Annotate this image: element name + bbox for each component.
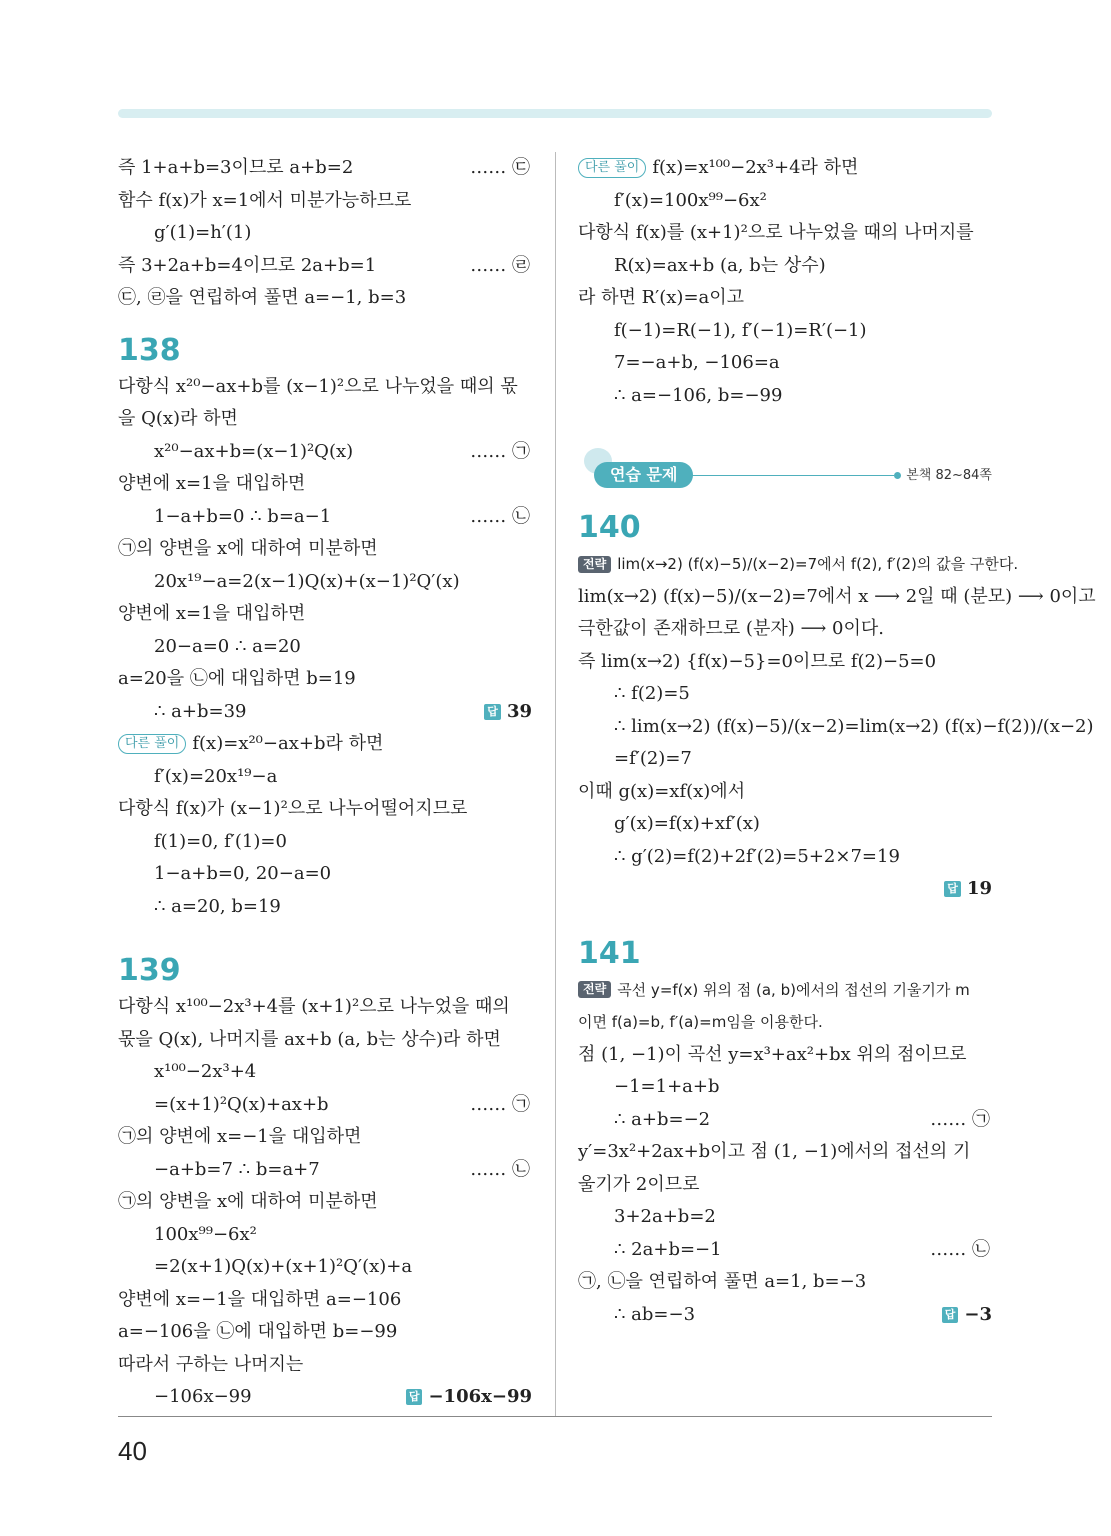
solution-line (118, 436, 532, 469)
solution-line (578, 613, 992, 646)
line-text: ∴ a=−106, b=−99 (614, 384, 783, 406)
solution-line (578, 873, 992, 906)
line-text: 몫을 Q(x), 나머지를 ax+b (a, b는 상수)라 하면 (118, 1028, 501, 1050)
problem-number-140: 140 (578, 510, 641, 545)
solution-line (118, 1121, 532, 1154)
line-text: 양변에 x=−1을 대입하면 a=−106 (118, 1288, 402, 1310)
solution-line (578, 282, 992, 315)
line-text: 20−a=0 ∴ a=20 (154, 635, 301, 657)
alt-solution-header (118, 728, 532, 761)
answer-tag: 답 (944, 881, 961, 897)
section-label: 연습 문제 (594, 462, 693, 488)
line-text: 다항식 x²⁰−ax+b를 (x−1)²으로 나누었을 때의 몫 (118, 375, 518, 397)
problem-number-138: 138 (118, 332, 181, 368)
solution-line (578, 1201, 992, 1234)
page-number: 40 (118, 1436, 147, 1466)
solution-line (118, 761, 532, 794)
line-text: 을 Q(x)라 하면 (118, 408, 238, 429)
line-text: g′(1)=h′(1) (154, 222, 252, 243)
solution-line (578, 841, 992, 874)
line-text: 함수 f(x)가 x=1에서 미분가능하므로 (118, 189, 412, 211)
solution-line (118, 631, 532, 664)
solution-line (118, 371, 532, 404)
solution-line (578, 1266, 992, 1299)
solution-line (118, 1251, 532, 1284)
line-text: 3+2a+b=2 (614, 1206, 716, 1227)
line-text: 이때 g(x)=xf(x)에서 (578, 780, 746, 802)
solution-line (578, 743, 992, 776)
solution-line (118, 533, 532, 566)
line-text: a=20을 ㉡에 대입하면 b=19 (118, 668, 356, 689)
solution-line (578, 1071, 992, 1104)
solution-line (118, 1284, 532, 1317)
line-text: =2(x+1)Q(x)+(x+1)²Q′(x)+a (154, 1256, 413, 1277)
solution-139 (118, 991, 532, 1414)
line-text: −1=1+a+b (614, 1076, 720, 1097)
line-text: ㉠, ㉡을 연립하여 풀면 a=1, b=−3 (578, 1271, 867, 1292)
line-text: −106x−99 (154, 1386, 252, 1407)
line-text: y′=3x²+2ax+b이고 점 (1, −1)에서의 접선의 기 (578, 1141, 971, 1162)
equation-marker: …… ㉣ (470, 254, 530, 276)
line-text: x¹⁰⁰−2x³+4 (154, 1061, 257, 1082)
solution-line (578, 581, 1096, 614)
answer-box (406, 1381, 532, 1414)
answer-value: −3 (964, 1303, 992, 1325)
bullet-dot-icon (894, 472, 901, 479)
line-text: =f′(2)=7 (614, 748, 692, 769)
line-text: 라 하면 R′(x)=a이고 (578, 287, 745, 308)
line-text: 양변에 x=1을 대입하면 (118, 603, 306, 624)
solution-line (118, 152, 532, 185)
solution-line (578, 1104, 992, 1137)
line-text: f′(x)=20x¹⁹−a (154, 765, 278, 787)
strategy-text: 곡선 y=f(x) 위의 점 (a, b)에서의 접선의 기울기가 m (617, 980, 970, 999)
line-text: ∴ a+b=−2 (614, 1108, 711, 1130)
line-text: =(x+1)²Q(x)+ax+b (154, 1093, 329, 1115)
strategy-label: 전략 (578, 556, 611, 573)
top-decor-bar (118, 109, 992, 118)
solution-line (118, 217, 532, 250)
line-text: ∴ f(2)=5 (614, 683, 690, 704)
solution-138 (118, 371, 532, 729)
line-text: 20x¹⁹−a=2(x−1)Q(x)+(x−1)²Q′(x) (154, 570, 460, 592)
section-rule (690, 475, 894, 476)
solution-line (118, 1186, 532, 1219)
solution-line (118, 1349, 532, 1382)
solution-line (118, 403, 532, 436)
line-text: 1−a+b=0, 20−a=0 (154, 863, 332, 884)
alt-solution-first-line: f(x)=x¹⁰⁰−2x³+4라 하면 (652, 157, 859, 178)
line-text: ㉠의 양변을 x에 대하여 미분하면 (118, 1191, 378, 1212)
line-text: 즉 lim(x→2) {f(x)−5}=0이므로 f(2)−5=0 (578, 650, 937, 672)
line-text: 즉 3+2a+b=4이므로 2a+b=1 (118, 254, 377, 276)
answer-tag: 답 (484, 704, 501, 720)
alt-solution-header (578, 152, 992, 185)
strategy-141 (578, 974, 992, 1007)
solution-line (118, 282, 532, 315)
solution-line (118, 598, 532, 631)
solution-line (578, 217, 992, 250)
line-text: lim(x→2) (f(x)−5)/(x−2)=7에서 x ⟶ 2일 때 (분모) ⟶ 0이고 (578, 585, 1096, 607)
alt-solution-first-line: f(x)=x²⁰−ax+b라 하면 (192, 733, 384, 754)
section-reference-text: 본책 82~84쪽 (906, 468, 992, 483)
solution-line (578, 250, 992, 283)
alt-solution-label: 다른 풀이 (118, 734, 186, 754)
practice-section-header (578, 456, 992, 492)
solution-line (578, 380, 992, 413)
line-text: 다항식 f(x)가 (x−1)²으로 나누어떨어지므로 (118, 798, 468, 819)
solution-140 (578, 581, 1096, 906)
solution-line (578, 1039, 992, 1072)
answer-box (942, 1299, 992, 1332)
solution-line (578, 1136, 992, 1169)
equation-marker: …… ㉡ (930, 1238, 990, 1260)
line-text: R(x)=ax+b (a, b는 상수) (614, 254, 826, 276)
strategy-text: lim(x→2) (f(x)−5)/(x−2)=7에서 f(2), f′(2)의 값을 구한다. (617, 555, 1019, 573)
section-reference (894, 464, 992, 483)
solution-line (578, 347, 992, 380)
strategy-text: 이면 f(a)=b, f′(a)=m임을 이용한다. (578, 1013, 823, 1031)
solution-line (118, 1316, 532, 1349)
line-text: 1−a+b=0 ∴ b=a−1 (154, 505, 332, 527)
line-text: 점 (1, −1)이 곡선 y=x³+ax²+bx 위의 점이므로 (578, 1043, 967, 1065)
line-text: ㉢, ㉣을 연립하여 풀면 a=−1, b=3 (118, 287, 407, 308)
line-text: a=−106을 ㉡에 대입하면 b=−99 (118, 1321, 398, 1342)
line-text: ㉠의 양변에 x=−1을 대입하면 (118, 1126, 362, 1147)
line-text: g′(x)=f(x)+xf′(x) (614, 813, 760, 834)
strategy-label: 전략 (578, 981, 611, 998)
right-column (578, 152, 1096, 1331)
answer-value: −106x−99 (428, 1386, 532, 1407)
line-text: 따라서 구하는 나머지는 (118, 1353, 304, 1375)
line-text: −a+b=7 ∴ b=a+7 (154, 1158, 320, 1180)
left-column (118, 152, 532, 1414)
solution-line (118, 793, 532, 826)
footer-rule (118, 1416, 992, 1417)
answer-value: 19 (966, 878, 992, 899)
equation-marker: …… ㉠ (470, 440, 530, 462)
solution-line (118, 991, 532, 1024)
column-divider (555, 152, 556, 1417)
line-text: 극한값이 존재하므로 (분자) ⟶ 0이다. (578, 618, 884, 639)
line-text: 다항식 f(x)를 (x+1)²으로 나누었을 때의 나머지를 (578, 222, 974, 243)
solution-line (578, 808, 992, 841)
equation-marker: …… ㉠ (470, 1093, 530, 1115)
solution-line (578, 1169, 992, 1202)
line-text: 100x⁹⁹−6x² (154, 1223, 257, 1245)
line-text: f′(x)=100x⁹⁹−6x² (614, 189, 767, 211)
line-text: ㉠의 양변을 x에 대하여 미분하면 (118, 538, 378, 559)
alt-solution-139 (578, 185, 992, 413)
solution-line (578, 678, 992, 711)
solution-line (578, 315, 992, 348)
line-text: x²⁰−ax+b=(x−1)²Q(x) (154, 440, 354, 462)
strategy-140 (578, 548, 1019, 581)
line-text: ∴ g′(2)=f(2)+2f′(2)=5+2×7=19 (614, 845, 900, 867)
intro-block (118, 152, 532, 315)
line-text: f(−1)=R(−1), f′(−1)=R′(−1) (614, 319, 867, 341)
solution-line (118, 1056, 532, 1089)
alt-solution-138 (118, 761, 532, 924)
line-text: 다항식 x¹⁰⁰−2x³+4를 (x+1)²으로 나누었을 때의 (118, 996, 510, 1017)
line-text: 울기가 2이므로 (578, 1173, 700, 1195)
equation-marker: …… ㉡ (470, 1158, 530, 1180)
solution-line (118, 566, 532, 599)
solution-line (578, 1299, 992, 1332)
solution-line (578, 711, 1094, 744)
line-text: ∴ a+b=39 (154, 700, 247, 722)
solution-line (578, 646, 992, 679)
solution-line (118, 1219, 532, 1252)
solution-line (578, 1234, 992, 1267)
solution-line (118, 663, 532, 696)
answer-tag: 답 (942, 1307, 959, 1323)
answer-box (484, 696, 532, 729)
solution-141 (578, 1039, 992, 1332)
solution-line (118, 468, 532, 501)
line-text: f(1)=0, f′(1)=0 (154, 830, 287, 852)
equation-marker: …… ㉡ (470, 505, 530, 527)
problem-number-141: 141 (578, 935, 641, 971)
solution-line (118, 501, 532, 534)
solution-line (578, 185, 992, 218)
line-text: ∴ ab=−3 (614, 1303, 696, 1325)
strategy-141-cont (578, 1006, 992, 1039)
solution-line (118, 858, 532, 891)
equation-marker: …… ㉠ (930, 1108, 990, 1130)
equation-marker: …… ㉢ (470, 157, 530, 178)
line-text: ∴ 2a+b=−1 (614, 1238, 722, 1260)
line-text: ∴ lim(x→2) (f(x)−5)/(x−2)=lim(x→2) (f(x)−f(2))/(x−2) (614, 715, 1094, 737)
answer-tag: 답 (406, 1389, 423, 1405)
alt-solution-label: 다른 풀이 (578, 158, 646, 178)
solution-line (118, 250, 532, 283)
solution-line (118, 1024, 532, 1057)
line-text: 양변에 x=1을 대입하면 (118, 473, 306, 494)
line-text: 7=−a+b, −106=a (614, 352, 780, 373)
line-text: ∴ a=20, b=19 (154, 895, 281, 917)
solution-line (578, 776, 992, 809)
solution-line (118, 696, 532, 729)
solution-line (118, 185, 532, 218)
solution-line (118, 1089, 532, 1122)
answer-box (944, 873, 992, 906)
answer-value: 39 (506, 700, 532, 722)
solution-line (118, 1381, 532, 1414)
solution-line (118, 891, 532, 924)
problem-number-139: 139 (118, 953, 181, 988)
solution-line (118, 1154, 532, 1187)
line-text: 즉 1+a+b=3이므로 a+b=2 (118, 157, 354, 178)
solution-line (118, 826, 532, 859)
